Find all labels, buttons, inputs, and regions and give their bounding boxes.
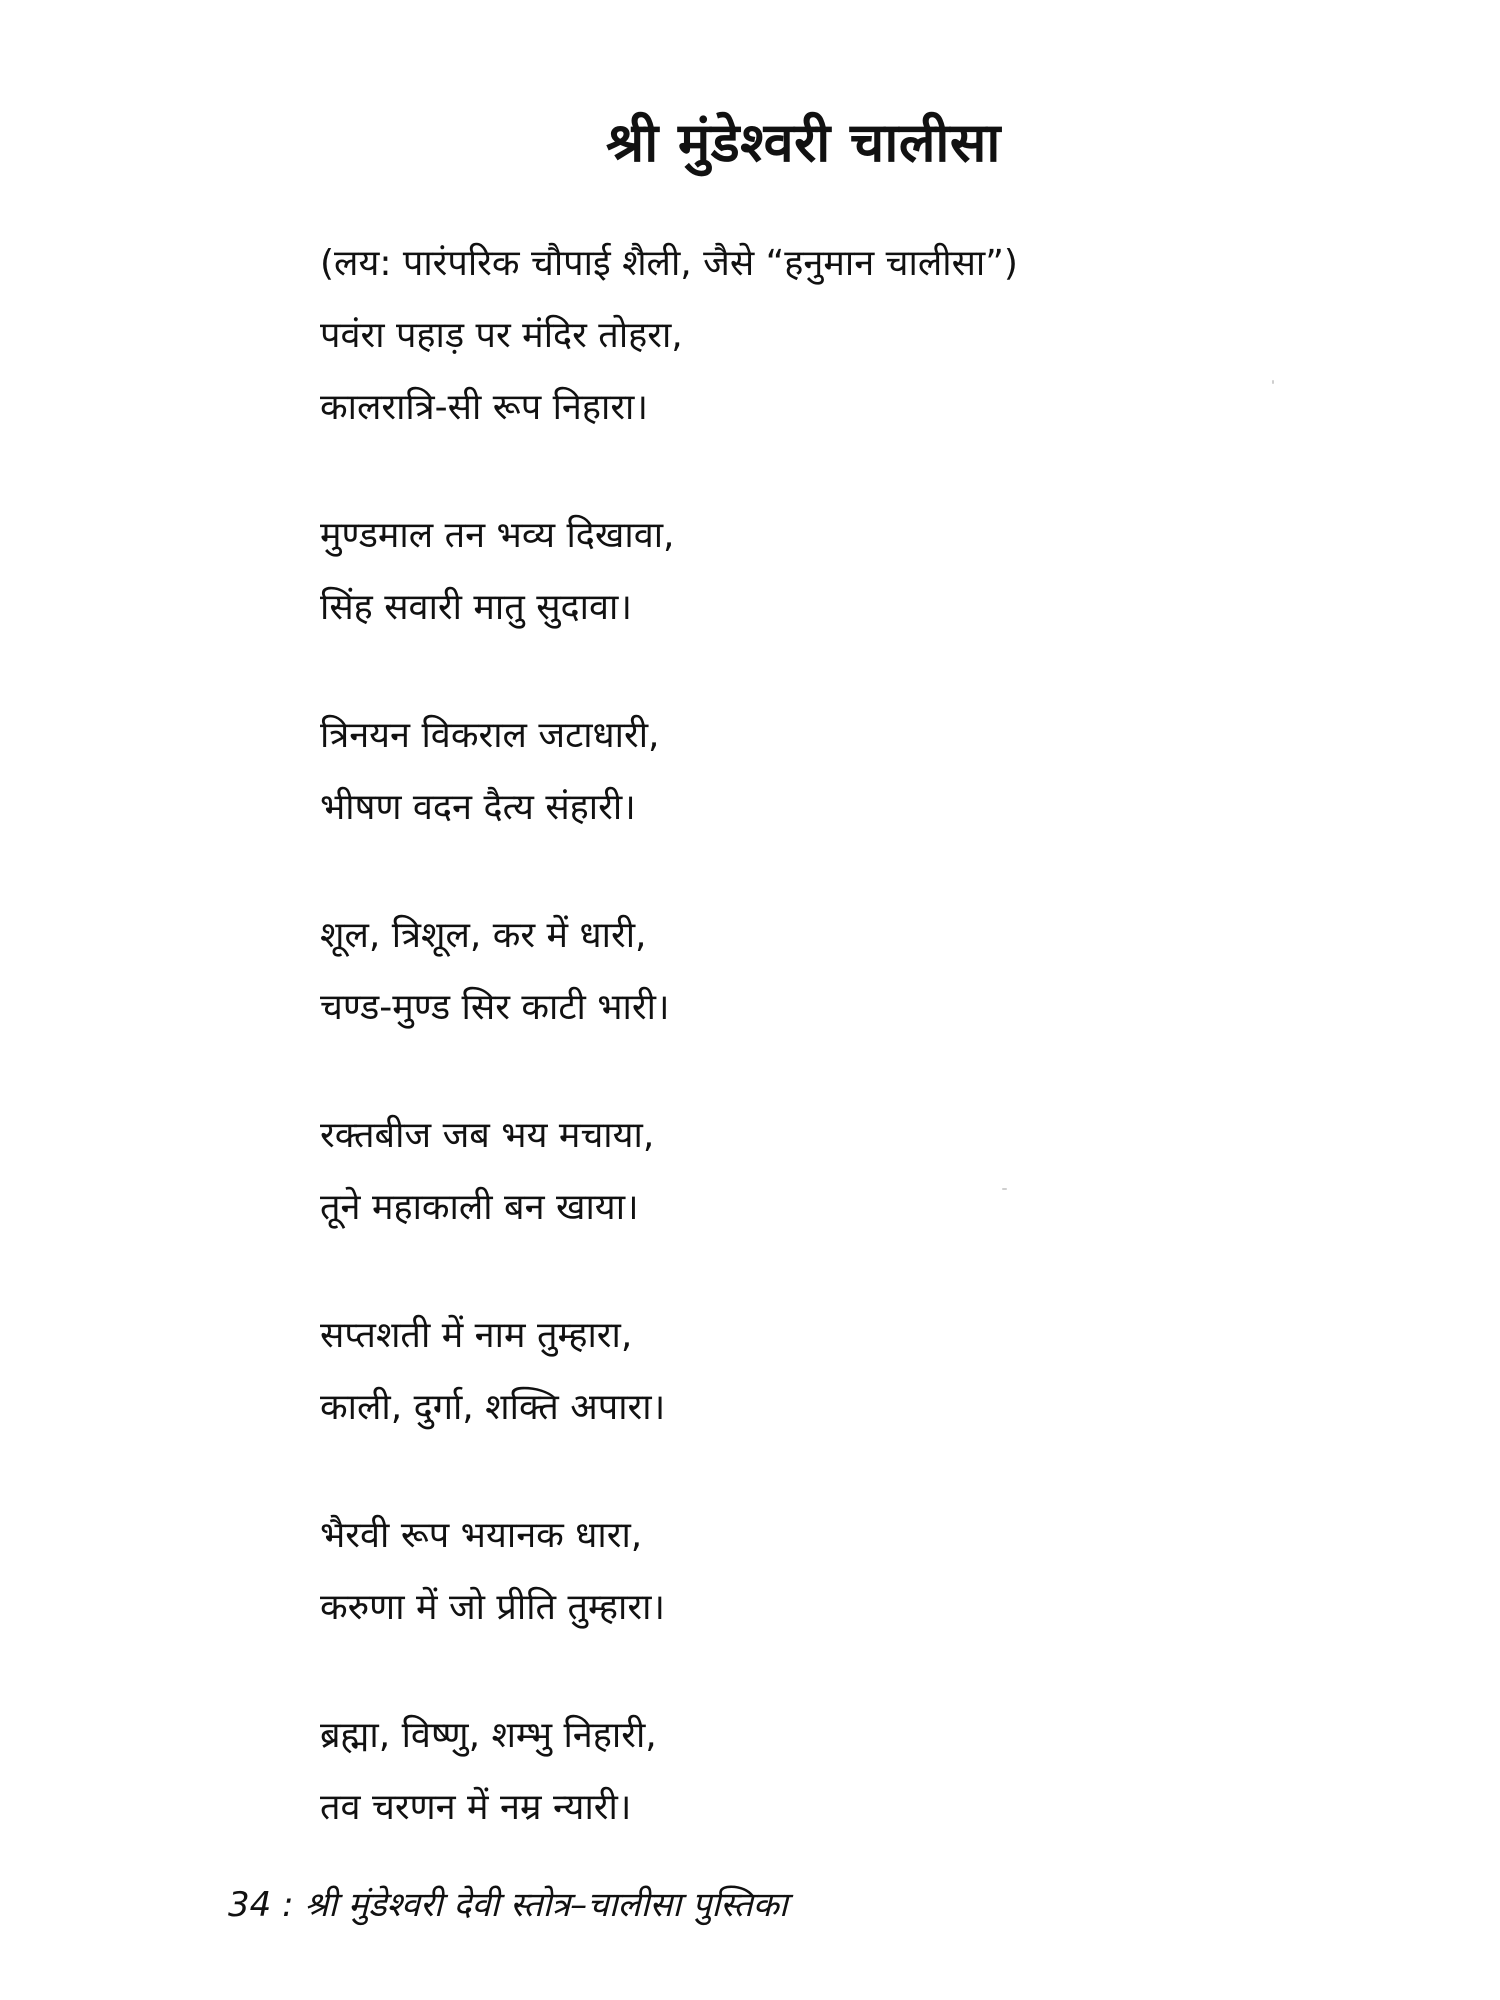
verse-line: पवंरा पहाड़ पर मंदिर तोहरा, [320,315,683,356]
verse-line: शूल, त्रिशूल, कर में धारी, [320,915,647,956]
scan-speck [1002,1188,1007,1190]
verse-2 [320,500,1320,644]
verse-line: कालरात्रि-सी रूप निहारा। [320,387,649,428]
chalisa-body [320,228,1320,1844]
verse-line: सप्तशती में नाम तुम्हारा, [320,1315,633,1356]
verse-1 [320,300,1320,444]
verse-line: काली, दुर्गा, शक्ति अपारा। [320,1387,666,1428]
verse-line: तव चरणन में नम्र न्यारी। [320,1787,632,1828]
verse-line: भीषण वदन दैत्य संहारी। [320,787,636,828]
verse-7 [320,1500,1320,1644]
verse-line: करुणा में जो प्रीति तुम्हारा। [320,1587,666,1628]
verse-line: मुण्डमाल तन भव्य दिखावा, [320,515,675,556]
verse-line: रक्तबीज जब भय मचाया, [320,1115,655,1156]
page-title: श्री मुंडेश्वरी चालीसा [606,111,1001,175]
verse-4 [320,900,1320,1044]
verse-line: ब्रह्मा, विष्णु, शम्भु निहारी, [320,1715,657,1756]
verse-line: सिंह सवारी मातु सुदावा। [320,587,632,628]
rhythm-note: (लय: पारंपरिक चौपाई शैली, जैसे “हनुमान चालीसा”) [320,243,1018,284]
verse-3 [320,700,1320,844]
verse-line: भैरवी रूप भयानक धारा, [320,1515,643,1556]
verse-6 [320,1300,1320,1444]
verse-5 [320,1100,1320,1244]
verse-line: चण्ड-मुण्ड सिर काटी भारी। [320,987,670,1028]
verse-8 [320,1700,1320,1844]
verse-line: तूने महाकाली बन खाया। [320,1187,639,1228]
page-footer: 34 : श्री मुंडेश्वरी देवी स्तोत्र–चालीसा पुस्तिका [228,1885,788,1925]
scan-speck [1272,380,1274,384]
verse-line: त्रिनयन विकराल जटाधारी, [320,715,660,756]
